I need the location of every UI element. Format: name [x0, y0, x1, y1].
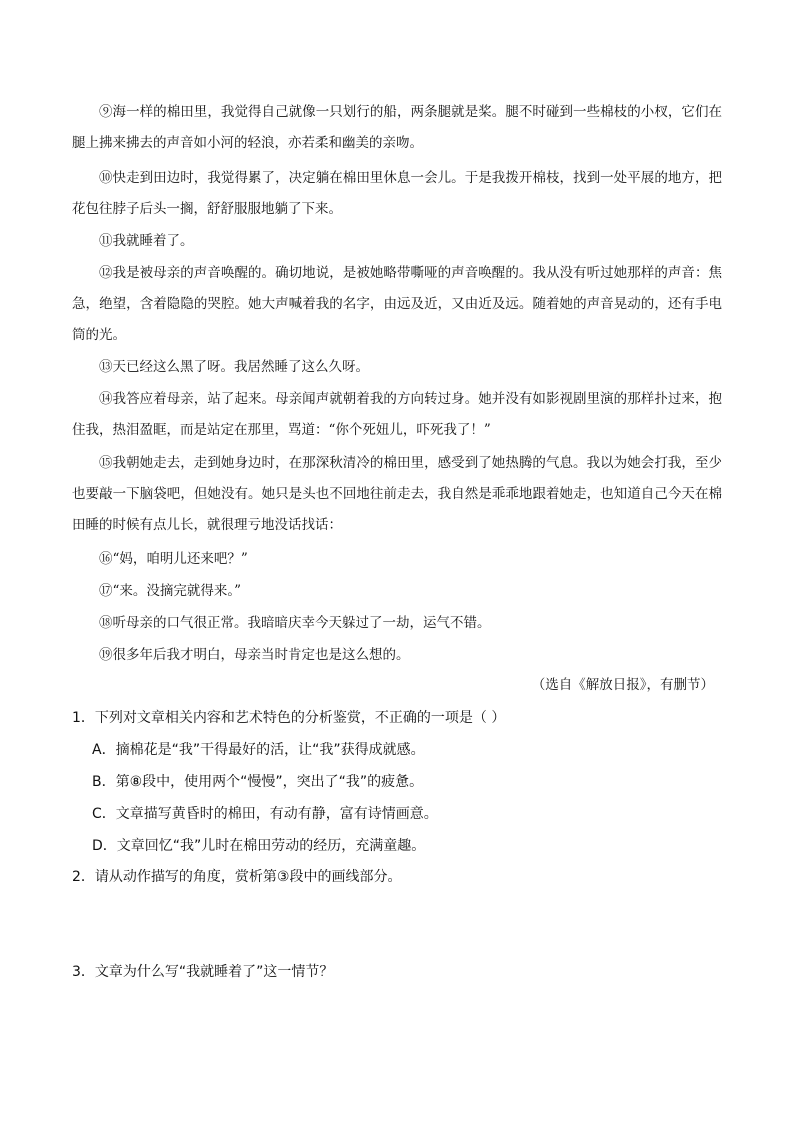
- question-1-option-d: D．文章回忆“我”儿时在棉田劳动的经历，充满童趣。: [92, 838, 426, 854]
- paragraph-17: ⑰“来。没摘完就得来。”: [99, 583, 242, 599]
- paragraph-13: ⑬天已经这么黑了呀。我居然睡了这么久呀。: [99, 359, 369, 375]
- source-citation: （选自《解放日报》，有删节）: [531, 677, 714, 693]
- paragraph-16: ⑯“妈，咱明儿还来吧？”: [99, 551, 248, 567]
- paragraph-10: ⑩快走到田边时，我觉得累了，决定躺在棉田里休息一会儿。于是我拨开棉枝，找到一处平展的地方，把花包往脖子后头一搁，舒舒服服地躺了下来。: [72, 170, 722, 217]
- question-1-option-a: A．摘棉花是“我”干得最好的活，让“我”获得成就感。: [92, 742, 425, 758]
- question-1-option-c: C．文章描写黄昏时的棉田，有动有静，富有诗情画意。: [92, 806, 438, 822]
- question-1-option-b: B．第⑧段中，使用两个“慢慢”，突出了“我”的疲惫。: [92, 774, 424, 790]
- paragraph-14: ⑭我答应着母亲，站了起来。母亲闻声就朝着我的方向转过身。她并没有如影视剧里演的那样扑过来，抱住我，热泪盈眶，而是站定在那里，骂道：“你个死妞儿，吓死我了！”: [72, 391, 722, 438]
- paragraph-11: ⑪我就睡着了。: [99, 233, 194, 249]
- paragraph-9: ⑨海一样的棉田里，我觉得自己就像一只划行的船，两条腿就是桨。腿不时碰到一些棉枝的小杈，它们在腿上拂来拂去的声音如小河的轻浪，亦若柔和幽美的亲吻。: [72, 104, 722, 151]
- paragraph-15: ⑮我朝她走去，走到她身边时，在那深秋清冷的棉田里，感受到了她热腾的气息。我以为她会打我，至少也要敲一下脑袋吧，但她没有。她只是头也不回地往前走去，我自然是乖乖地跟着她走，也知道自己今天在棉田睡的时候有点儿长，就很理亏地没话找话：: [72, 455, 722, 533]
- paragraph-19: ⑲很多年后我才明白，母亲当时肯定也是这么想的。: [99, 647, 410, 663]
- paragraph-18: ⑱听母亲的口气很正常。我暗暗庆幸今天躲过了一劫，运气不错。: [99, 615, 491, 631]
- question-3-stem: 3．文章为什么写“我就睡着了”这一情节？: [72, 964, 334, 980]
- question-1-stem: 1．下列对文章相关内容和艺术特色的分析鉴赏，不正确的一项是（ ）: [72, 710, 506, 726]
- question-2-stem: 2．请从动作描写的角度，赏析第③段中的画线部分。: [72, 869, 402, 885]
- paragraph-12: ⑫我是被母亲的声音唤醒的。确切地说，是被她略带嘶哑的声音唤醒的。我从没有听过她那样的声音：焦急，绝望，含着隐隐的哭腔。她大声喊着我的名字，由远及近，又由近及远。随着她的声音晃动的，还有手电筒的光。: [72, 265, 722, 343]
